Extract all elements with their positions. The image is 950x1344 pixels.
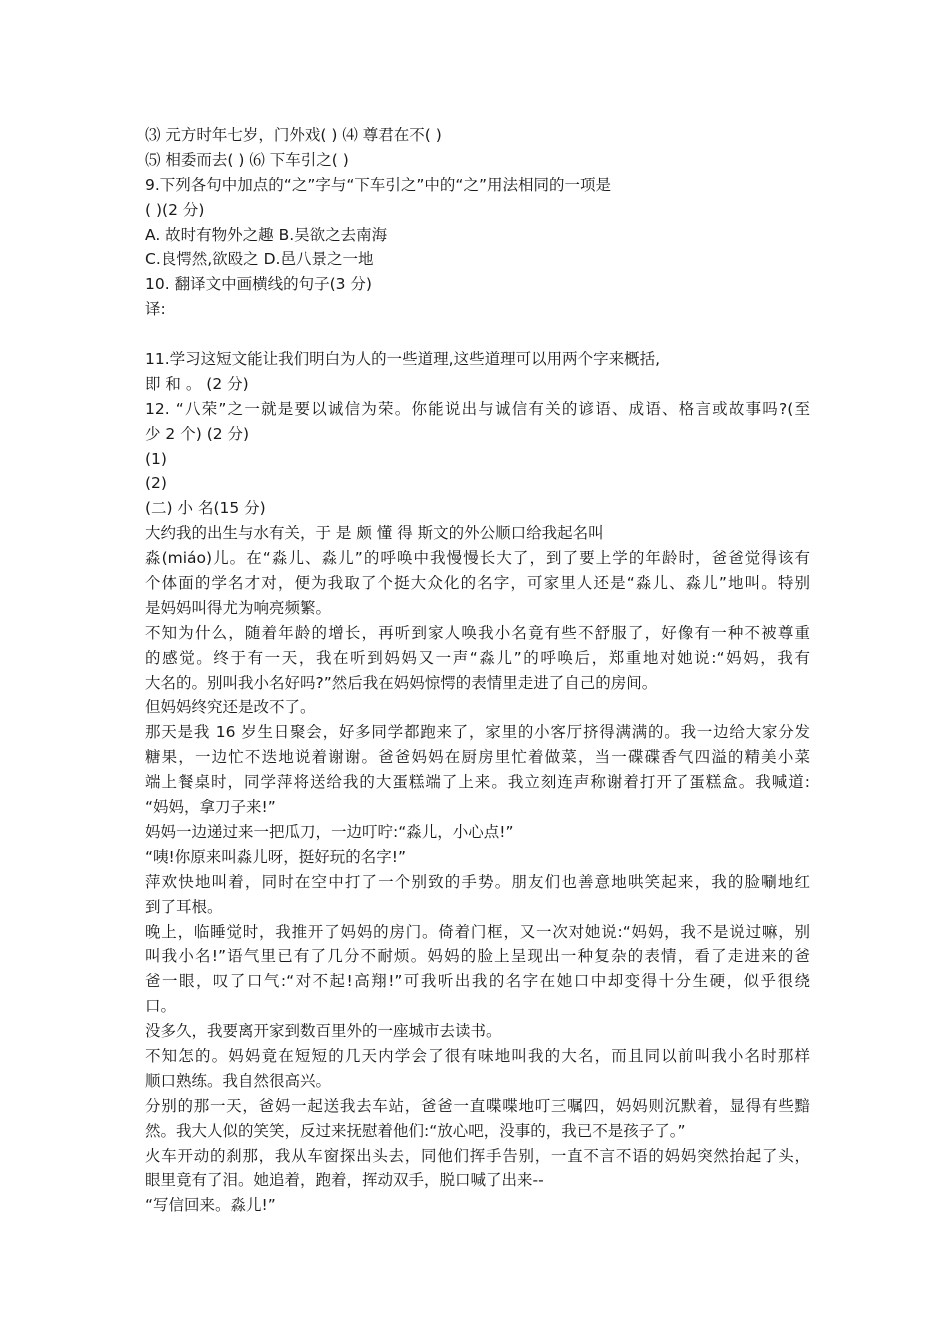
text-line: 那天是我 16 岁生日聚会，好多同学都跑来了，家里的小客厅挤得满满的。我一边给大家分发 <box>145 723 810 742</box>
text-line: 是妈妈叫得尤为响亮频繁。 <box>145 598 332 617</box>
text-line: “妈妈，拿刀子来!” <box>145 798 276 817</box>
text-line: 淼(miáo)儿。在“淼儿、淼儿”的呼唤中我慢慢长大了，到了要上学的年龄时，爸爸觉得该有 <box>145 549 810 568</box>
text-line: 大名的。别叫我小名好吗?”然后我在妈妈惊愕的表情里走进了自己的房间。 <box>145 673 658 692</box>
document-page <box>145 123 810 1218</box>
text-line: 顺口熟练。我自然很高兴。 <box>145 1071 332 1090</box>
text-line: 不知为什么，随着年龄的增长，再听到家人唤我小名竟有些不舒服了，好像有一种不被尊重 <box>145 623 810 642</box>
option-line: A. 故时有物外之趣 B.吴欲之去南海 <box>145 225 388 244</box>
section-heading: (二) 小 名(15 分) <box>145 499 266 518</box>
text-line: 少 2 个) (2 分) <box>145 424 250 443</box>
option-line: C.良愕然,欲殴之 D.邑八景之一地 <box>145 250 374 269</box>
text-line: 萍欢快地叫着，同时在空中打了一个别致的手势。朋友们也善意地哄笑起来，我的脸唰地红 <box>145 872 810 891</box>
text-line: “咦!你原来叫淼儿呀，挺好玩的名字!” <box>145 847 406 866</box>
text-line: 个体面的学名才对，便为我取了个挺大众化的名字，可家里人还是“淼儿、淼儿”地叫。特别 <box>145 574 810 593</box>
text-line: “写信回来。淼儿!” <box>145 1196 276 1215</box>
text-line: 叫我小名!”语气里已有了几分不耐烦。妈妈的脸上呈现出一种复杂的表情，看了走进来的爸 <box>145 947 810 966</box>
text-line: 不知怎的。妈妈竟在短短的几天内学会了很有味地叫我的大名，而且同以前叫我小名时那样 <box>145 1046 810 1065</box>
text-line: 火车开动的刹那，我从车窗探出头去，同他们挥手告别，一直不言不语的妈妈突然抬起了头， <box>145 1146 810 1165</box>
text-line: 口。 <box>145 997 177 1016</box>
question-10: 10. 翻译文中画横线的句子(3 分) <box>145 275 372 294</box>
text-line: 大约我的出生与水有关，于 是 颇 懂 得 斯文的外公顺口给我起名叫 <box>145 524 604 543</box>
text-line: 到了耳根。 <box>145 897 223 916</box>
text-line: 端上餐桌时，同学萍将送给我的大蛋糕端了上来。我立刻连声称谢着打开了蛋糕盒。我喊道: <box>145 773 810 792</box>
text-line: ( )(2 分) <box>145 200 205 219</box>
text-line: 爸一眼，叹了口气:“对不起!高翔!”可我听出我的名字在她口中却变得十分生硬，似乎很绕 <box>145 972 810 991</box>
text-line: ⑶ 元方时年七岁，门外戏( ) ⑷ 尊君在不( ) <box>145 126 442 144</box>
text-line: 晚上，临睡觉时，我推开了妈妈的房门。倚着门框，又一次对她说:“妈妈，我不是说过嘛，别 <box>145 922 810 941</box>
text-line: 糖果，一边忙不迭地说着谢谢。爸爸妈妈在厨房里忙着做菜，当一碟碟香气四溢的精美小菜 <box>145 748 810 767</box>
question-9: 9.下列各句中加点的“之”字与“下车引之”中的“之”用法相同的一项是 <box>145 175 611 194</box>
text-line: 眼里竟有了泪。她追着，跑着，挥动双手，脱口喊了出来-- <box>145 1171 544 1190</box>
text-line: (1) <box>145 449 167 468</box>
text-line: (2) <box>145 474 167 493</box>
blank-line <box>145 322 810 347</box>
text-line: 妈妈一边递过来一把瓜刀，一边叮咛:“淼儿，小心点!” <box>145 822 514 841</box>
text-line: 即 和 。 (2 分) <box>145 374 249 393</box>
text-line: 然。我大人似的笑笑，反过来抚慰着他们:“放心吧，没事的，我已不是孩子了。” <box>145 1121 686 1140</box>
question-12: 12. “八荣”之一就是要以诚信为荣。你能说出与诚信有关的谚语、成语、格言或故事吗?(至 <box>145 399 810 418</box>
text-line: 译: <box>145 300 166 319</box>
text-line: ⑸ 相委而去( ) ⑹ 下车引之( ) <box>145 150 349 169</box>
text-line: 的感觉。终于有一天，我在听到妈妈又一声“淼儿”的呼唤后，郑重地对她说:“妈妈，我有 <box>145 648 810 667</box>
text-line: 没多久，我要离开家到数百里外的一座城市去读书。 <box>145 1022 502 1041</box>
question-11: 11.学习这短文能让我们明白为人的一些道理,这些道理可以用两个字来概括, <box>145 350 661 369</box>
text-line: 但妈妈终究还是改不了。 <box>145 698 316 717</box>
text-line: 分别的那一天，爸妈一起送我去车站，爸爸一直喋喋地叮三嘱四，妈妈则沉默着，显得有些黯 <box>145 1096 810 1115</box>
